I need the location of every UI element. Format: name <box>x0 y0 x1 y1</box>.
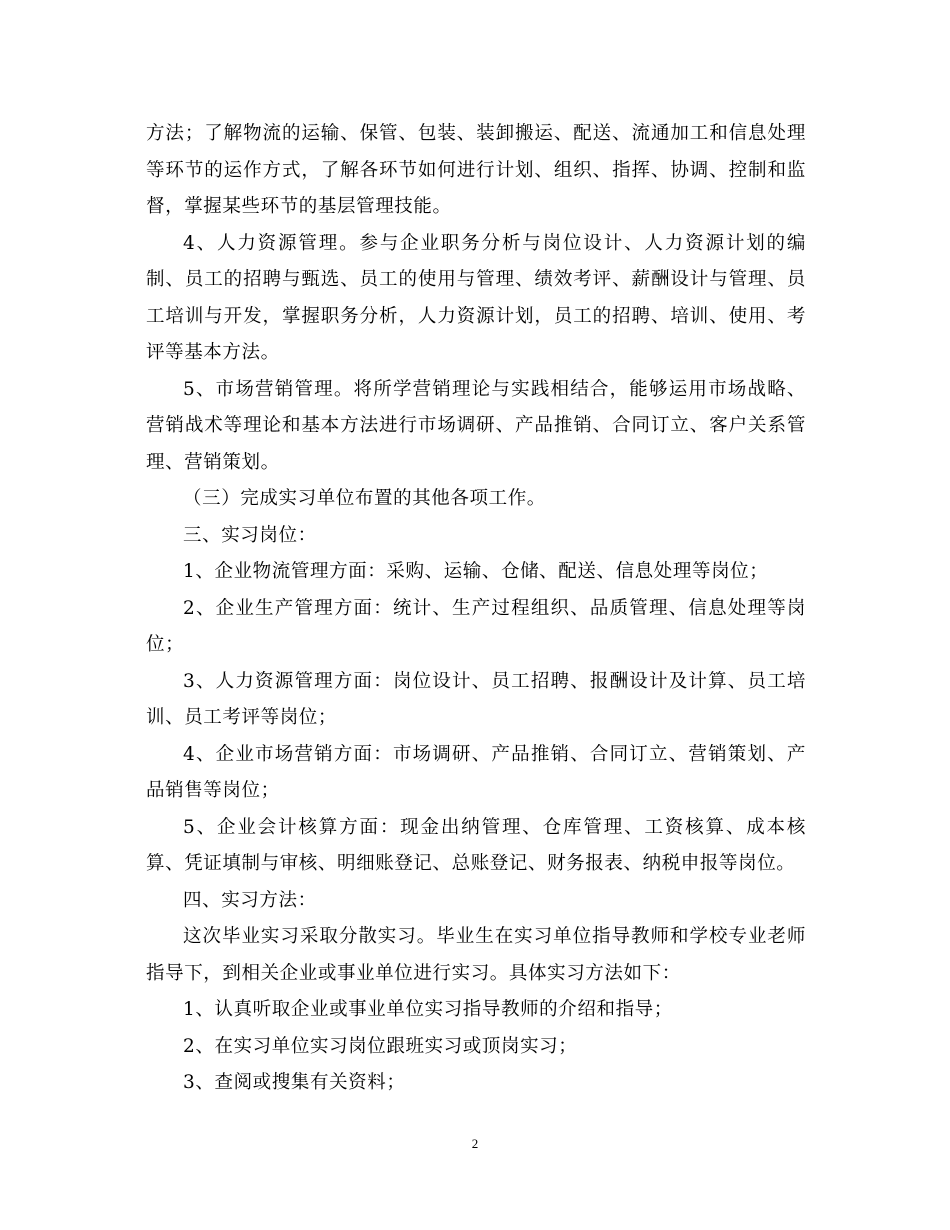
list-item: 2、在实习单位实习岗位跟班实习或顶岗实习； <box>183 1035 578 1057</box>
list-item: 2、企业生产管理方面：统计、生产过程组织、品质管理、信息处理等岗位； <box>146 597 806 655</box>
paragraph: 这次毕业实习采取分散实习。毕业生在实习单位指导教师和学校专业老师指导下，到相关企业或事业单位进行实习。具体实习方法如下： <box>146 926 806 984</box>
list-item: 3、查阅或搜集有关资料； <box>183 1072 406 1093</box>
list-item: 5、企业会计核算方面：现金出纳管理、仓库管理、工资核算、成本核算、凭证填制与审核、明细账登记、总账登记、财务报表、纳税申报等岗位。 <box>146 816 806 874</box>
page-number: 2 <box>471 1136 479 1151</box>
list-item: 1、企业物流管理方面：采购、运输、仓储、配送、信息处理等岗位； <box>183 561 769 582</box>
paragraph: （三）完成实习单位布置的其他各项工作。 <box>183 488 546 509</box>
document-body <box>146 116 806 1102</box>
section-heading: 三、实习岗位： <box>183 524 317 546</box>
paragraph: 方法；了解物流的运输、保管、包装、装卸搬运、配送、流通加工和信息处理等环节的运作方式，了解各环节如何进行计划、组织、指挥、协调、控制和监督，掌握某些环节的基层管理技能。 <box>146 123 806 217</box>
list-item: 3、人力资源管理方面：岗位设计、员工招聘、报酬设计及计算、员工培训、员工考评等岗位； <box>146 670 806 728</box>
paragraph: 4、人力资源管理。参与企业职务分析与岗位设计、人力资源计划的编制、员工的招聘与甄选、员工的使用与管理、绩效考评、薪酬设计与管理、员工培训与开发，掌握职务分析，人力资源计划，员工的招聘、培训、使用、考评等基本方法。 <box>146 232 806 363</box>
list-item: 1、认真听取企业或事业单位实习指导教师的介绍和指导； <box>183 999 673 1020</box>
section-heading: 四、实习方法： <box>183 889 317 911</box>
paragraph: 5、市场营销管理。将所学营销理论与实践相结合，能够运用市场战略、营销战术等理论和基本方法进行市场调研、产品推销、合同订立、客户关系管理、营销策划。 <box>146 378 806 473</box>
list-item: 4、企业市场营销方面：市场调研、产品推销、合同订立、营销策划、产品销售等岗位； <box>146 743 806 801</box>
